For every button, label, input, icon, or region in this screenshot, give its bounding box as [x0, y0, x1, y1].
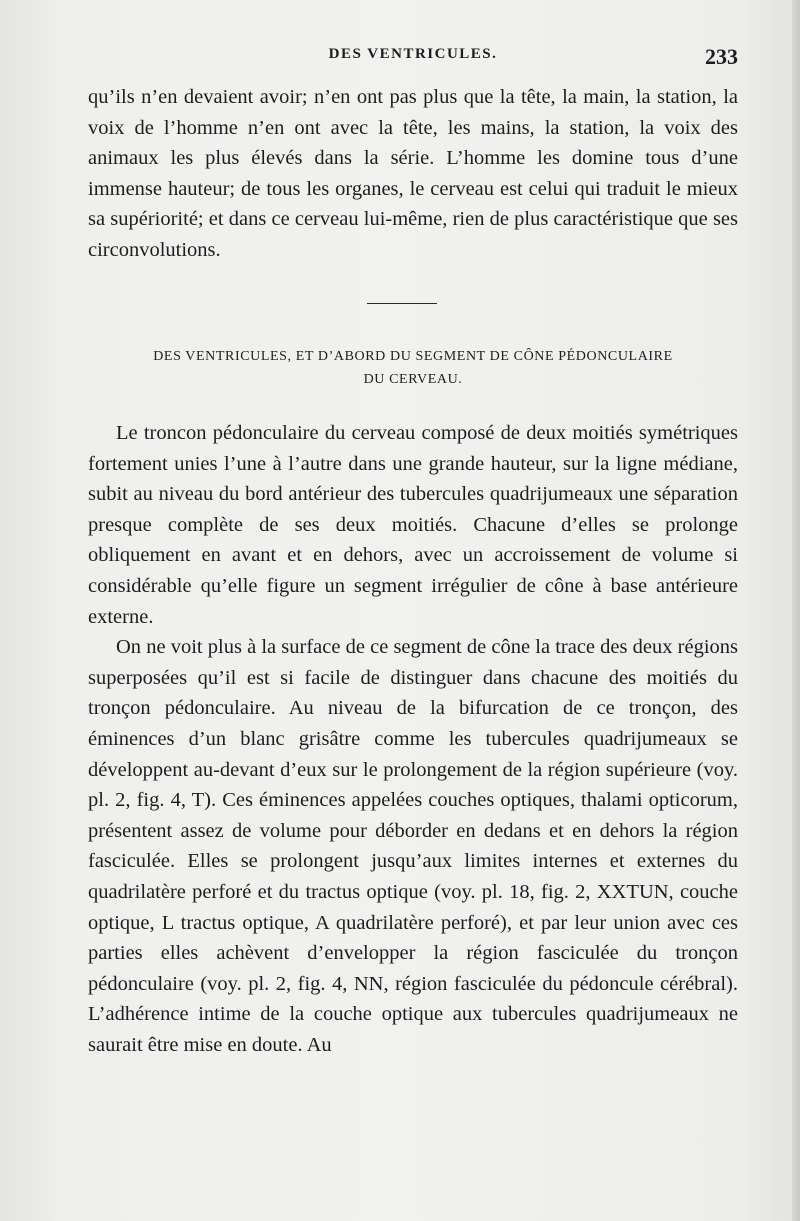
page-number: 233	[705, 44, 738, 69]
paragraph: qu’ils n’en devaient avoir; n’en ont pas plus que la tête, la main, la station, la voix de l’homme n’en ont avec la tête, les mains, la station, la voix des animaux les plus élevés dans la série. L’homme les domine tous d’une immense hauteur; de tous les organes, le cerveau est celui qui traduit le mieux sa supériorité; et dans ce cerveau lui-même, rien de plus caractéristique que ses circonvolutions.	[88, 86, 738, 261]
section-heading-line-2: DU CERVEAU.	[363, 372, 463, 387]
paragraph: On ne voit plus à la surface de ce segment de cône la trace des deux régions superposées qu’il est si facile de distinguer dans chacune des moitiés du tronçon pédonculaire. Au niveau de la bifurcation de ce tronçon, des éminences d’un blanc grisâtre comme les tubercules quadrijumeaux se développent au-devant d’eux sur le prolongement de la région supérieure (voy. pl. 2, fig. 4, T). Ces éminences appelées couches optiques, thalami opticorum, présentent assez de volume pour déborder en dedans et en dehors la région fasciculée. Elles se prolongent jusqu’aux limites internes et externes du quadrilatère perforé et du tractus optique (voy. pl. 18, fig. 2, XXTUN, couche optique, L tractus optique, A quadrilatère perforé), et par leur union avec ces parties elles achèvent d’envelopper la région fasciculée du tronçon pédonculaire (voy. pl. 2, fig. 4, NN, région fasciculée du pédoncule cérébral). L’adhérence intime de la couche optique aux tubercules quadrijumeaux ne saurait être mise en doute. Au	[88, 636, 738, 1056]
page-edge-shadow	[792, 0, 800, 1221]
section-heading	[88, 345, 738, 391]
body-text-main	[88, 418, 738, 1060]
running-head: DES VENTRICULES.	[328, 46, 498, 62]
page-header	[88, 46, 738, 76]
section-heading-line-1: DES VENTRICULES, ET D’ABORD DU SEGMENT DE CÔNE PÉDONCULAIRE	[153, 349, 673, 364]
section-divider-rule	[367, 303, 437, 304]
body-text-top	[88, 82, 738, 266]
paragraph: Le troncon pédonculaire du cerveau composé de deux moitiés symétriques fortement unies l’une à l’autre dans une grande hauteur, sur la ligne médiane, subit au niveau du bord antérieur des tubercules quadrijumeaux une séparation presque complète de ses deux moitiés. Chacune d’elles se prolonge obliquement en avant et en dehors, avec un accroissement de volume si considérable qu’elle figure un segment irrégulier de cône à base antérieure externe.	[88, 422, 738, 628]
